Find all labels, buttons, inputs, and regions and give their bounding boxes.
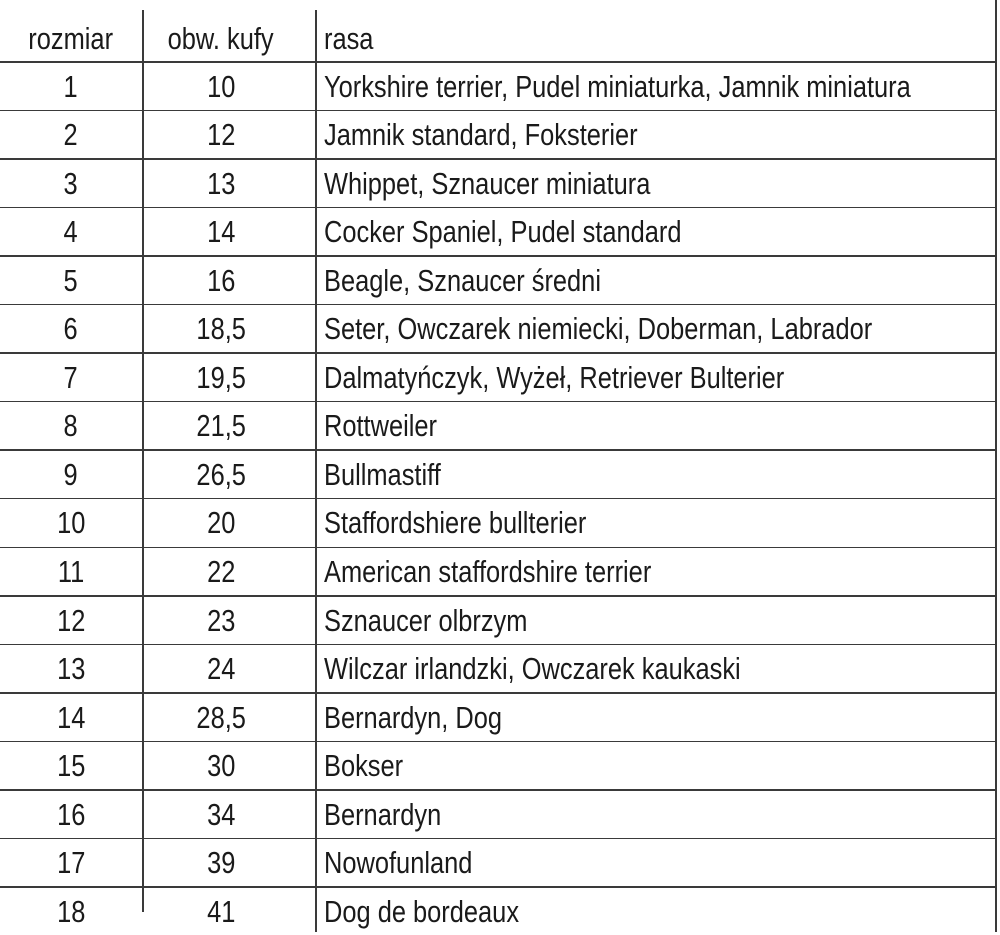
row-separator [0, 158, 995, 160]
right-border [995, 0, 997, 932]
row-separator [0, 886, 995, 888]
circumference-cell: 20 [206, 505, 236, 541]
circumference-cell: 19,5 [196, 359, 246, 395]
circumference-cell: 39 [206, 845, 236, 881]
header-size: rozmiar [28, 20, 114, 56]
column-divider-1 [142, 10, 144, 912]
size-cell: 6 [63, 311, 79, 347]
breed-cell: Bullmastiff [324, 456, 441, 492]
circumference-cell: 21,5 [196, 408, 246, 444]
breed-cell: Seter, Owczarek niemiecki, Doberman, Labrador [324, 311, 873, 347]
breed-cell: Cocker Spaniel, Pudel standard [324, 214, 682, 250]
size-cell: 3 [63, 165, 79, 201]
breed-cell: Rottweiler [324, 408, 438, 444]
row-separator [0, 352, 995, 354]
size-cell: 18 [56, 893, 86, 929]
breed-cell: Bokser [324, 748, 404, 784]
circumference-cell: 30 [206, 748, 236, 784]
row-separator [0, 595, 995, 597]
row-separator [0, 498, 995, 500]
breed-cell: Sznaucer olbrzym [324, 602, 528, 638]
circumference-cell: 41 [206, 893, 236, 929]
size-cell: 8 [63, 408, 79, 444]
size-cell: 12 [56, 602, 86, 638]
size-cell: 2 [63, 117, 79, 152]
row-separator [0, 838, 995, 840]
size-cell: 14 [56, 699, 86, 735]
size-cell: 11 [57, 554, 85, 589]
row-separator [0, 207, 995, 209]
row-separator [0, 61, 995, 63]
breed-cell: Bernardyn, Dog [324, 699, 503, 735]
circumference-cell: 26,5 [196, 456, 246, 492]
row-separator [0, 547, 995, 549]
breed-cell: Dalmatyńczyk, Wyżeł, Retriever Bulterier [324, 359, 785, 395]
breed-cell: Beagle, Sznaucer średni [324, 262, 601, 298]
header-breed: rasa [324, 20, 374, 56]
column-divider-2 [315, 10, 317, 932]
header-circumference: obw. kufy [168, 20, 274, 56]
size-cell: 16 [56, 796, 86, 832]
size-cell: 13 [56, 651, 86, 687]
row-separator [0, 449, 995, 451]
circumference-cell: 28,5 [196, 699, 246, 735]
row-separator [0, 741, 995, 743]
circumference-cell: 10 [206, 68, 236, 104]
breed-cell: Dog de bordeaux [324, 893, 520, 929]
size-cell: 7 [63, 359, 79, 395]
circumference-cell: 13 [206, 165, 236, 201]
row-separator [0, 304, 995, 306]
size-cell: 4 [63, 214, 79, 250]
row-separator [0, 110, 995, 112]
breed-cell: Jamnik standard, Foksterier [324, 117, 638, 152]
breed-cell: Nowofunland [324, 845, 473, 881]
circumference-cell: 16 [206, 262, 236, 298]
size-cell: 9 [63, 456, 79, 492]
size-cell: 5 [63, 262, 79, 298]
breed-cell: Bernardyn [324, 796, 442, 832]
breed-cell: Staffordshiere bullterier [324, 505, 587, 541]
size-cell: 1 [63, 68, 79, 104]
breed-cell: Yorkshire terrier, Pudel miniaturka, Jamnik miniatura [324, 68, 911, 104]
row-separator [0, 255, 995, 257]
breed-cell: Whippet, Sznaucer miniatura [324, 165, 651, 201]
breed-cell: American staffordshire terrier [324, 554, 652, 589]
row-separator [0, 644, 995, 646]
size-cell: 10 [56, 505, 86, 541]
row-separator [0, 789, 995, 791]
circumference-cell: 24 [206, 651, 236, 687]
circumference-cell: 23 [206, 602, 236, 638]
row-separator [0, 401, 995, 403]
breed-cell: Wilczar irlandzki, Owczarek kaukaski [324, 651, 741, 687]
circumference-cell: 22 [206, 554, 236, 589]
circumference-cell: 34 [206, 796, 236, 832]
row-separator [0, 692, 995, 694]
circumference-cell: 14 [206, 214, 236, 250]
size-cell: 17 [56, 845, 86, 881]
size-cell: 15 [56, 748, 86, 784]
circumference-cell: 18,5 [196, 311, 246, 347]
circumference-cell: 12 [206, 117, 236, 152]
